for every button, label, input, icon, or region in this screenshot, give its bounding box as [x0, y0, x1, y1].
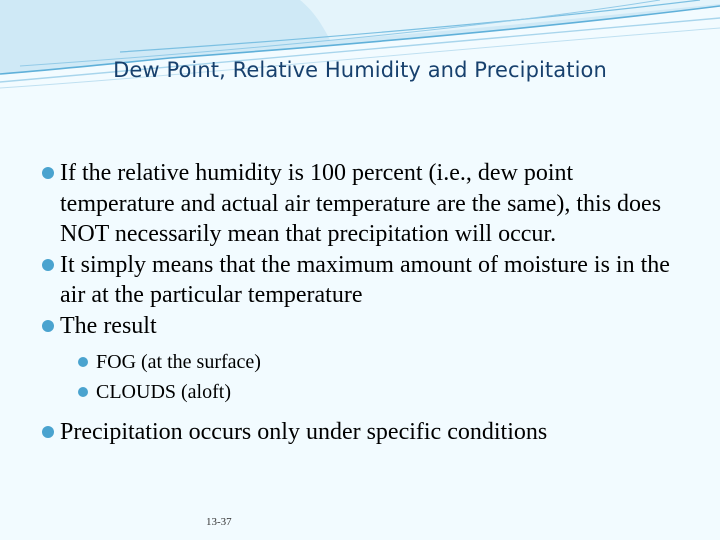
bullet-item — [40, 417, 680, 448]
sub-bullet-dot-icon — [78, 387, 88, 397]
bullet-dot-icon — [42, 320, 54, 332]
bullet-item — [40, 250, 680, 311]
sub-bullet-item — [60, 377, 680, 407]
sub-bullet-text: CLOUDS (aloft) — [96, 381, 231, 403]
sub-bullet-list — [60, 347, 680, 407]
sub-bullet-dot-icon — [78, 357, 88, 367]
sub-bullet-text: FOG (at the surface) — [96, 351, 261, 373]
slide-number: 13-37 — [206, 516, 232, 528]
bullet-item — [40, 158, 680, 250]
bullet-dot-icon — [42, 426, 54, 438]
bullet-text: The result — [60, 312, 157, 339]
bullet-text: Precipitation occurs only under specific conditions — [60, 419, 548, 445]
bullet-dot-icon — [42, 167, 54, 179]
header-wave-decoration — [0, 0, 720, 110]
bullet-text: If the relative humidity is 100 percent (i.e., dew point temperature and actual air temperature are the same), this does NOT necessarily mean that precipitation will occur. — [60, 160, 662, 247]
bullet-list — [40, 158, 680, 448]
bullet-item — [40, 311, 680, 408]
slide-title: Dew Point, Relative Humidity and Precipitation — [113, 58, 607, 82]
bullet-text: It simply means that the maximum amount of moisture is in the air at the particular temperature — [60, 251, 670, 308]
sub-bullet-item — [60, 347, 680, 377]
bullet-dot-icon — [42, 259, 54, 271]
